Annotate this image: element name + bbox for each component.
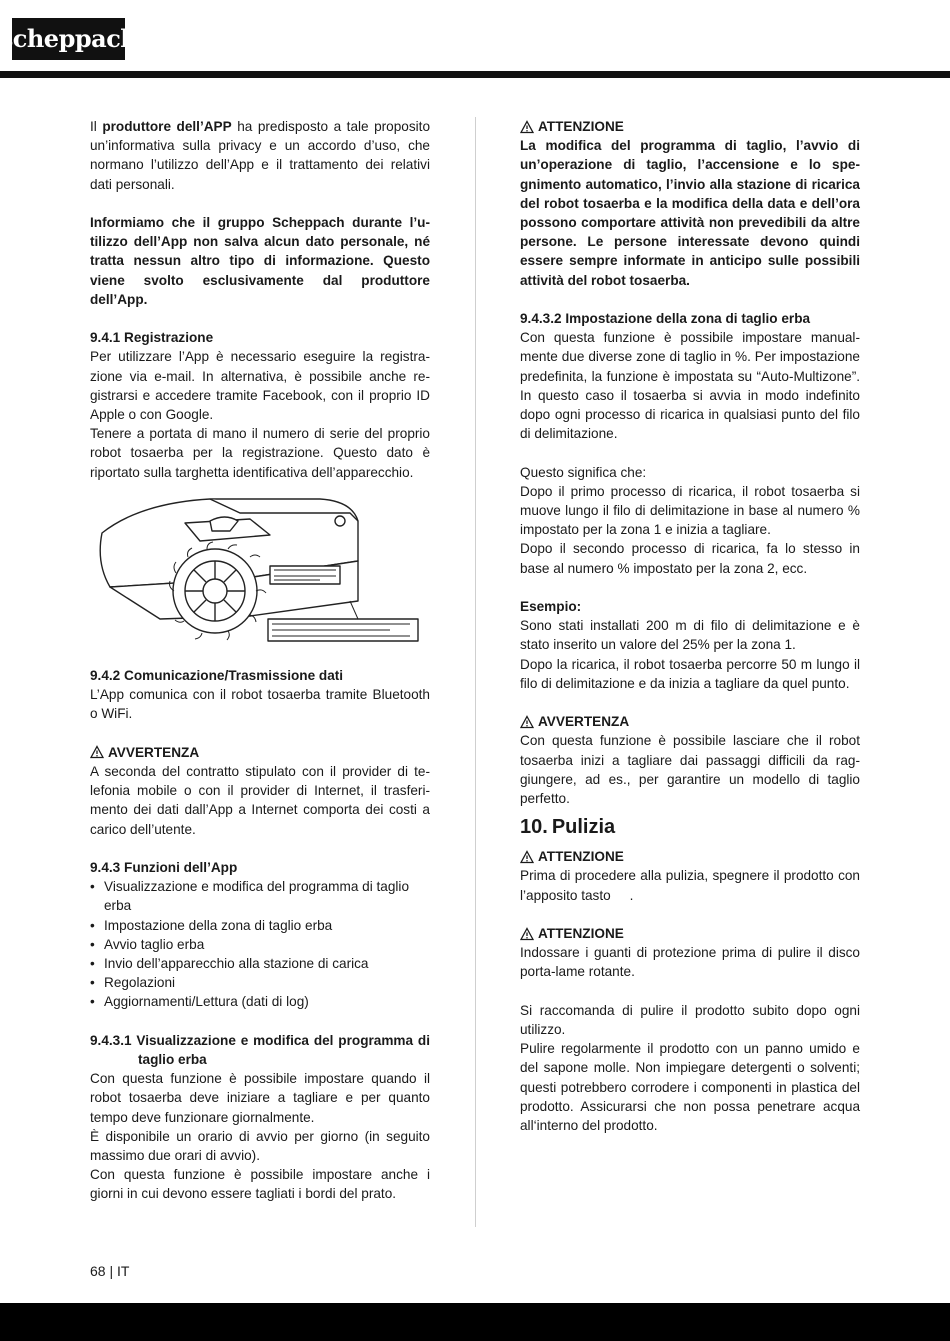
section-9-4-3-title: 9.4.3 Funzioni dell’App	[90, 860, 238, 876]
warning-triangle-icon	[520, 715, 534, 729]
left-column	[90, 117, 430, 1204]
privacy-notice: Informiamo che il gruppo Scheppach durante l’utilizzo dell’App non salva alcun dato personale, né tratta nessun altro tipo di informazione. Questo viene svolto esclusivamente dal produttore dell’App.	[90, 215, 430, 307]
footer-bar	[0, 1303, 950, 1341]
robot-mower-illustration	[90, 491, 430, 651]
list-item: • Invio dell’apparecchio alla stazione di carica	[90, 954, 430, 973]
meaning-text-2: Dopo il secondo processo di ricarica, fa lo stesso in base al numero % impostato per la zona 2, ecc.	[520, 541, 860, 576]
warning-text: A seconda del contratto stipulato con il provider di telefonia mobile o con il provider di Internet, il trasferimento dei dati dall’App a Internet comporta dei costi a carico dell’utente.	[90, 764, 430, 837]
warning-triangle-icon	[90, 745, 104, 759]
list-item: • Impostazione della zona di taglio erba	[90, 916, 430, 935]
attention-heading: ATTENZIONE	[520, 924, 860, 943]
section-9-4-1-text: Per utilizzare l’App è necessario eseguire la registrazione via e-mail. In alternativa, è possibile anche registrarsi e accedere tramite Facebook, con il proprio ID Apple o con Google.	[90, 349, 430, 423]
warning-heading: AVVERTENZA	[520, 712, 860, 731]
list-item: • Aggiornamenti/Lettura (dati di log)	[90, 992, 430, 1011]
example-text: Sono stati installati 200 m di filo di delimitazione e è stato inserito un valore del 25% per la zona 1.	[520, 618, 860, 653]
attention-heading: ATTENZIONE	[520, 117, 860, 136]
meaning-intro: Questo significa che:	[520, 464, 647, 480]
attention-heading: ATTENZIONE	[520, 847, 860, 866]
warning-triangle-icon	[520, 927, 534, 941]
column-divider	[475, 117, 476, 1227]
intro-paragraph: Il produttore dell’APP ha predisposto a tale proposito un’informativa sulla privacy e un accordo d’uso, che normano l’utilizzo dell’App e il trattamento dei relativi dati personali.	[90, 119, 431, 192]
section-9-4-3-1-text: Con questa funzione è possibile impostare quando il robot tosaerba deve iniziare a tagliare e per quanto tempo deve funzionare giornalmente.	[90, 1071, 430, 1125]
example-text-2: Dopo la ricarica, il robot tosaerba percorre 50 m lungo il filo di delimitazione e da inizia a tagliare da quel punto.	[520, 656, 860, 691]
warning-text: Con questa funzione è possibile lasciare che il robot tosaerba inizi a tagliare dai passaggi difficili da raggiungere, ad es., per garantire un modello di taglio perfetto.	[520, 733, 860, 807]
attention-text: La modifica del programma di taglio, l’avvio di un’operazione di taglio, l’accensione e lo spegnimento automatico, l’invio alla stazione di ricarica del robot tosaerba e la modifica della data e dell’ora possono comportare attività non prevedibili da altre persone. Le persone interessate devono quindi essere sempre informate in anticipo sulle possibili attività del robot tosaerba.	[520, 138, 860, 288]
cleaning-text: Si raccomanda di pulire il prodotto subito dopo ogni utilizzo.	[520, 1002, 860, 1038]
example-title: Esempio:	[520, 599, 582, 615]
section-9-4-3-1-text-2: È disponibile un orario di avvio per giorno (in seguito massimo due orari di avvio).	[90, 1128, 430, 1164]
header-rule	[0, 71, 950, 78]
section-9-4-3-1-title: 9.4.3.1 Visualizzazione e modifica del programma di taglio erba	[90, 1032, 430, 1068]
right-column	[520, 117, 864, 1135]
cleaning-text-2: Pulire regolarmente il prodotto con un panno umido e del sapone molle. Non impiegare detergenti o solventi; questi potrebbero corrodere i componenti in plastica del prodotto. Assicurarsi che non possa penetrare acqua all‘interno del prodotto.	[520, 1041, 860, 1134]
warning-triangle-icon	[520, 850, 534, 864]
section-9-4-2-text: L’App comunica con il robot tosaerba tramite Bluetooth o WiFi.	[90, 687, 430, 722]
list-item: • Regolazioni	[90, 973, 430, 992]
meaning-text: Dopo il primo processo di ricarica, il robot tosaerba si muove lungo il filo di delimitazione in base al numero % impostato per la zona 1 e inizia a tagliare.	[520, 483, 860, 538]
section-10-title: 10. Pulizia	[520, 816, 616, 839]
section-9-4-2-title: 9.4.2 Comunicazione/Trasmissione dati	[90, 668, 344, 684]
list-item: • Visualizzazione e modifica del programma di taglio erba	[90, 877, 430, 915]
scheppach-logo: scheppach	[12, 18, 125, 60]
section-9-4-3-2-text: Con questa funzione è possibile impostare manualmente due diverse zone di taglio in %. Per impostazione predefinita, la funzione è impostata su “Auto-Multizone”. In questo caso il tosaerba si avvia in modo indefinito dopo ogni processo di ricarica in qualsiasi punto del filo di delimitazione.	[520, 330, 860, 442]
warning-triangle-icon	[520, 120, 534, 134]
app-functions-list	[90, 877, 430, 1011]
attention-text: Indossare i guanti di protezione prima di pulire il disco porta-lame rotante.	[520, 945, 860, 980]
attention-text: Prima di procedere alla pulizia, spegnere il prodotto con l’apposito tasto .	[520, 868, 864, 903]
section-9-4-1-text-2: Tenere a portata di mano il numero di serie del proprio robot tosaerba per la registrazione. Questo dato è riportato sulla targhetta identificativa dell’apparecchio.	[90, 426, 430, 480]
page-number: 68 | IT	[90, 1263, 130, 1279]
section-9-4-3-2-title: 9.4.3.2 Impostazione della zona di taglio erba	[520, 311, 811, 327]
list-item: • Avvio taglio erba	[90, 935, 430, 954]
section-9-4-1-title: 9.4.1 Registrazione	[90, 330, 214, 346]
section-9-4-3-1-text-3: Con questa funzione è possibile impostare anche i giorni in cui devono essere tagliati i bordi del prato.	[90, 1167, 430, 1202]
warning-heading: AVVERTENZA	[90, 743, 430, 762]
